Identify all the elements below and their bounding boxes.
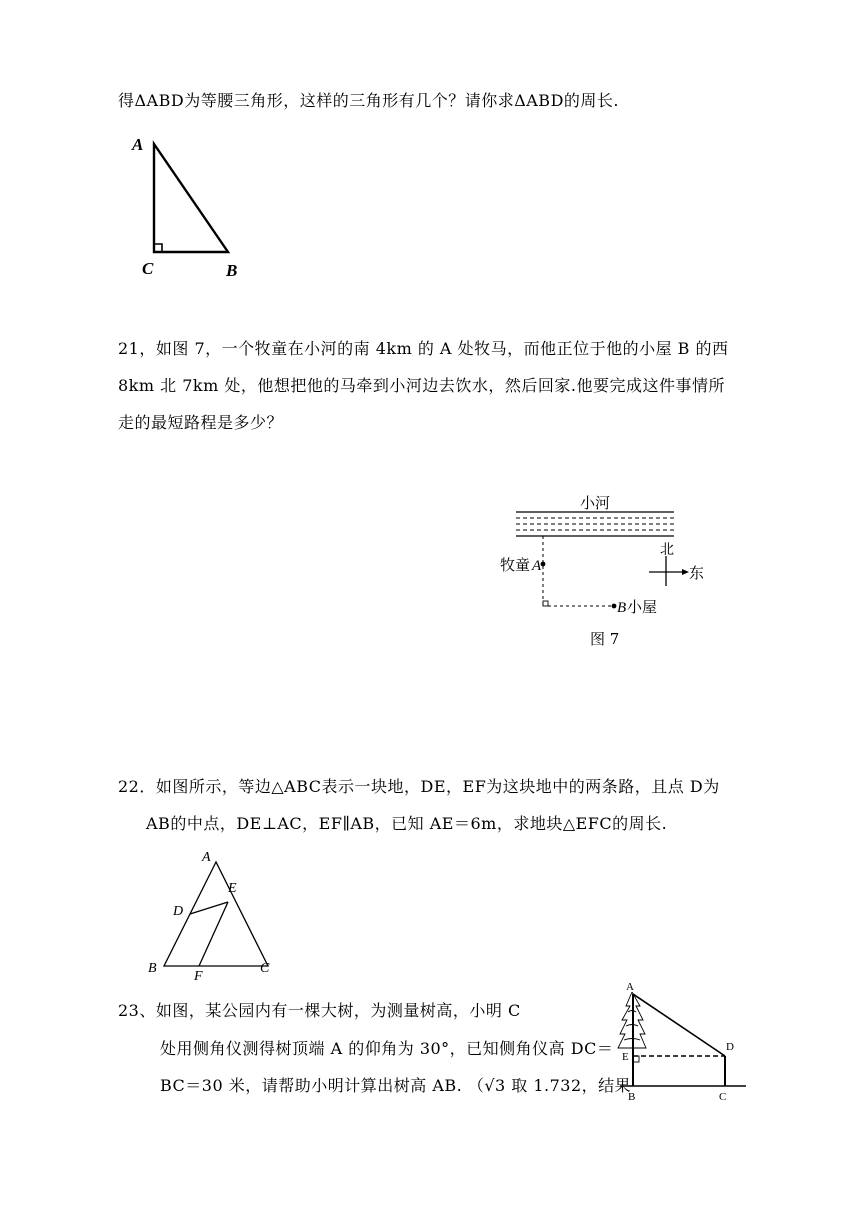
q23-line1: 23、如图，某公园内有一棵大树，为测量树高，小明 C (118, 1001, 521, 1020)
label-a: A (532, 558, 542, 574)
q22-equilateral-triangle-figure (140, 844, 290, 984)
label-e: E (622, 1051, 629, 1063)
label-c: C (142, 259, 154, 278)
sight-line-ad (633, 994, 725, 1056)
label-b: B (226, 261, 238, 280)
q20-right-triangle-figure (120, 128, 280, 288)
boy-label: 牧童 (500, 556, 531, 574)
label-b: B (617, 600, 627, 616)
q21-river-map-figure (496, 492, 726, 652)
label-a: A (626, 981, 634, 993)
north-label: 北 (660, 542, 674, 558)
q22-line1: 22．如图所示，等边△ABC表示一块地，DE，EF为这块地中的两条路，且点 D为 (118, 777, 720, 796)
q22-line2: AB的中点，DE⊥AC，EF∥AB，已知 AE＝6m，求地块△EFC的周长. (146, 814, 668, 833)
label-f: F (194, 969, 203, 984)
label-b: B (628, 1091, 636, 1103)
east-arrow-icon (682, 569, 689, 575)
label-c: C (719, 1091, 727, 1103)
q23-line3: BC＝30 米，请帮助小明计算出树高 AB. （√3 取 1.732，结果 (160, 1076, 632, 1095)
right-angle-mark (543, 601, 548, 606)
label-e: E (228, 881, 237, 896)
label-c: C (260, 961, 270, 976)
q21-line2: 8km 北 7km 处，他想把他的马牵到小河边去饮水，然后回家.他要完成这件事情所 (118, 376, 725, 395)
label-a: A (202, 850, 211, 865)
q20-text: 得ΔABD为等腰三角形，这样的三角形有几个？请你求ΔABD的周长. (118, 91, 619, 110)
q21-line1: 21，如图 7，一个牧童在小河的南 4km 的 A 处牧马，而他正位于他的小屋 B 的西 (118, 339, 729, 358)
label-a: A (132, 135, 144, 154)
label-d: D (173, 904, 184, 919)
house-label: 小屋 (627, 598, 658, 616)
q23-line2: 处用侧角仪测得树顶端 A 的仰角为 30°，已知侧角仪高 DC＝ (160, 1039, 614, 1058)
triangle-abc (154, 144, 228, 252)
point-a (541, 562, 546, 567)
figure-caption: 图 7 (590, 630, 620, 648)
q21-line3: 走的最短路程是多少？ (118, 413, 284, 432)
river-label: 小河 (580, 494, 611, 512)
road-ef (199, 902, 228, 966)
label-d: D (726, 1041, 734, 1053)
label-b: B (148, 961, 157, 976)
east-label: 东 (689, 564, 705, 582)
point-b (612, 604, 617, 609)
q23-tree-height-figure (612, 976, 752, 1106)
